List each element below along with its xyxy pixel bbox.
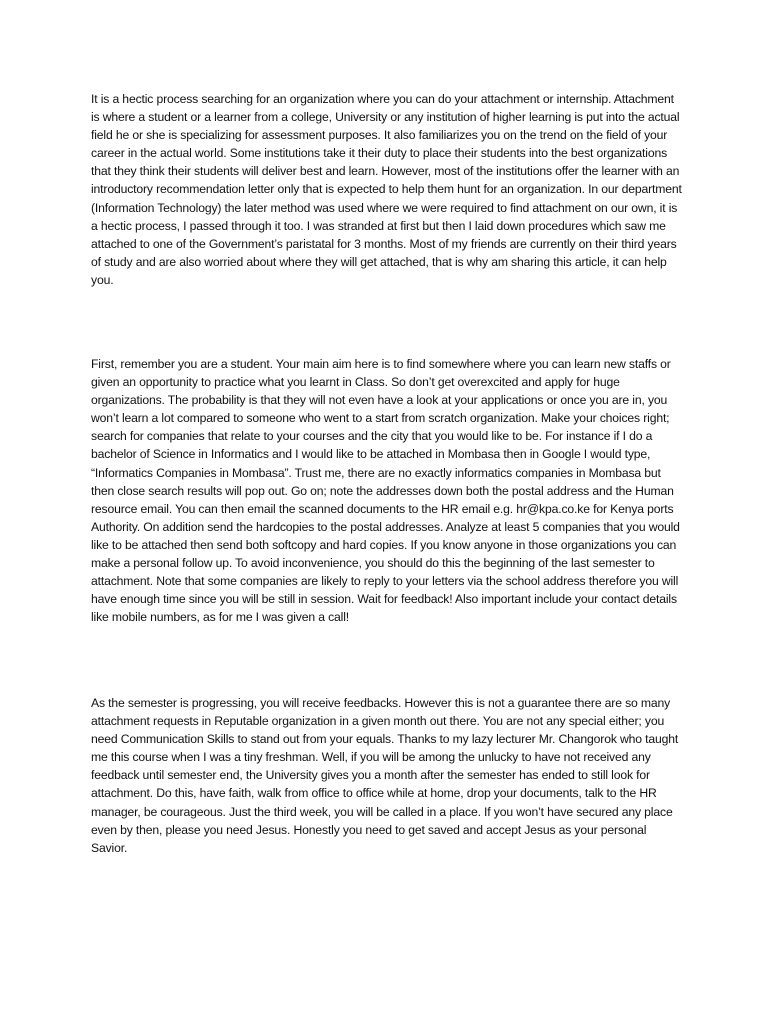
paragraph-first-steps: First, remember you are a student. Your main aim here is to find somewhere where you can learn new staffs or given an opportunity to practice what you learnt in Class. So don’t get overexcited and apply for huge organizations. The probability is that they will not even have a look at your applications or once you are in, you won’t learn a lot compared to someone who went to a start from scratch organization. Make your choices right; search for companies that relate to your courses and the city that you would like to be. For instance if I do a bachelor of Science in Informatics and I would like to be attached in Mombasa then in Google I would type, “Informatics Companies in Mombasa”. Trust me, there are no exactly informatics companies in Mombasa but then close search results will pop out. Go on; note the addresses down both the postal address and the Human resource email. You can then email the scanned documents to the HR email e.g. hr@kpa.co.ke for Kenya ports Authority. On addition send the hardcopies to the postal addresses. Analyze at least 5 companies that you would like to be attached then send both softcopy and hard copies. If you know anyone in those organizations you can make a personal follow up. To avoid inconvenience, you should do this the beginning of the last semester to attachment. Note that some companies are likely to reply to your letters via the school address therefore you will have enough time since you will be still in session. Wait for feedback! Also important include your contact details like mobile numbers, as for me I was given a call! — [91, 357, 680, 625]
paragraph-semester-feedback: As the semester is progressing, you will receive feedbacks. However this is not a guarantee there are so many attachment requests in Reputable organization in a given month out there. You are not any special either; you need Communication Skills to stand out from your equals. Thanks to my lazy lecturer Mr. Changorok who taught me this course when I was a tiny freshman. Well, if you will be among the unlucky to have not received any feedback until semester end, the University gives you a month after the semester has ended to still look for attachment. Do this, have faith, walk from office to office while at home, drop your documents, talk to the HR manager, be courageous. Just the third week, you will be called in a place. If you won’t have secured any place even by then, please you need Jesus. Honestly you need to get saved and accept Jesus as your personal Savior. — [91, 696, 679, 855]
paragraph-intro: It is a hectic process searching for an organization where you can do your attachment or internship. Attachment is where a student or a learner from a college, University or any institution of higher learning is put into the actual field he or she is specializing for assessment purposes. It also familiarizes you on the trend on the field of your career in the actual world. Some institutions take it their duty to place their students into the best organizations that they think their students will deliver best and learn. However, most of the institutions offer the learner with an introductory recommendation letter only that is expected to help them hunt for an organization. In our department (Information Technology) the later method was used where we were required to find attachment on our own, it is a hectic process, I passed through it too. I was stranded at first but then I laid down procedures which saw me attached to one of the Government’s paristatal for 3 months. Most of my friends are currently on their third years of study and are also worried about where they will get attached, that is why am sharing this article, it can help you. — [91, 92, 682, 287]
